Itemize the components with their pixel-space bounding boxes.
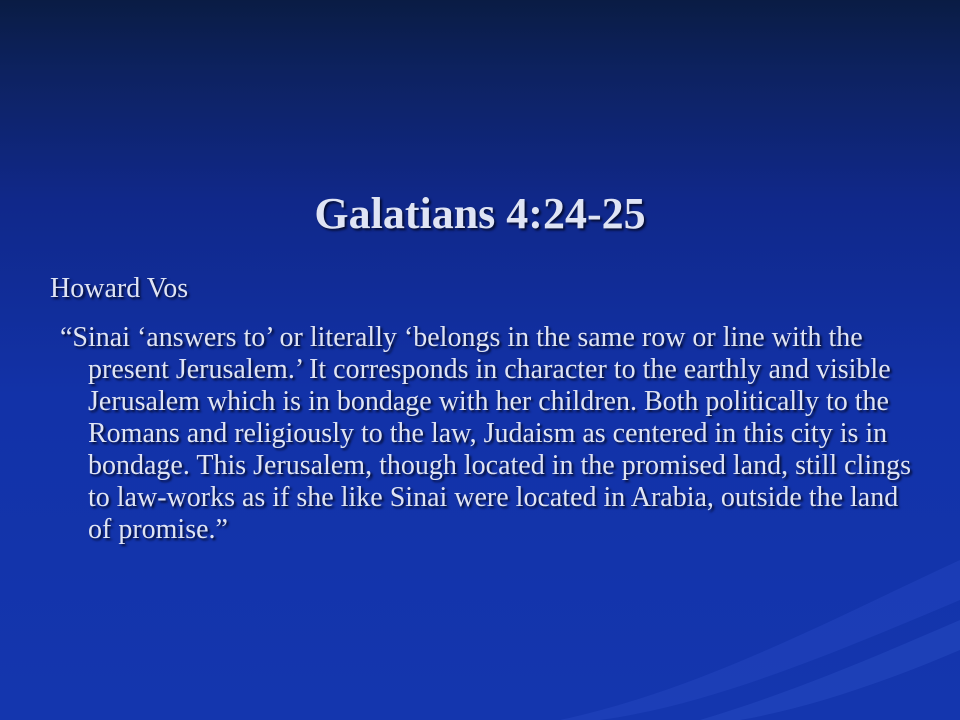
quote-text: “Sinai ‘answers to’ or literally ‘belongs in the same row or line with the present Jerusalem.’ It corresponds in character to the earthly and visible Jerusalem which is in bondage with her children. Both politically to the Romans and religiously to the law, Judaism as centered in this city is in bondage. This Jerusalem, though located in the promised land, still clings to law-works as if she like Sinai were located in Arabia, outside the land of promise.”: [60, 322, 912, 545]
slide-body: [50, 268, 920, 546]
slide-title: Galatians 4:24-25: [314, 189, 646, 238]
author-name: Howard Vos: [50, 273, 189, 304]
